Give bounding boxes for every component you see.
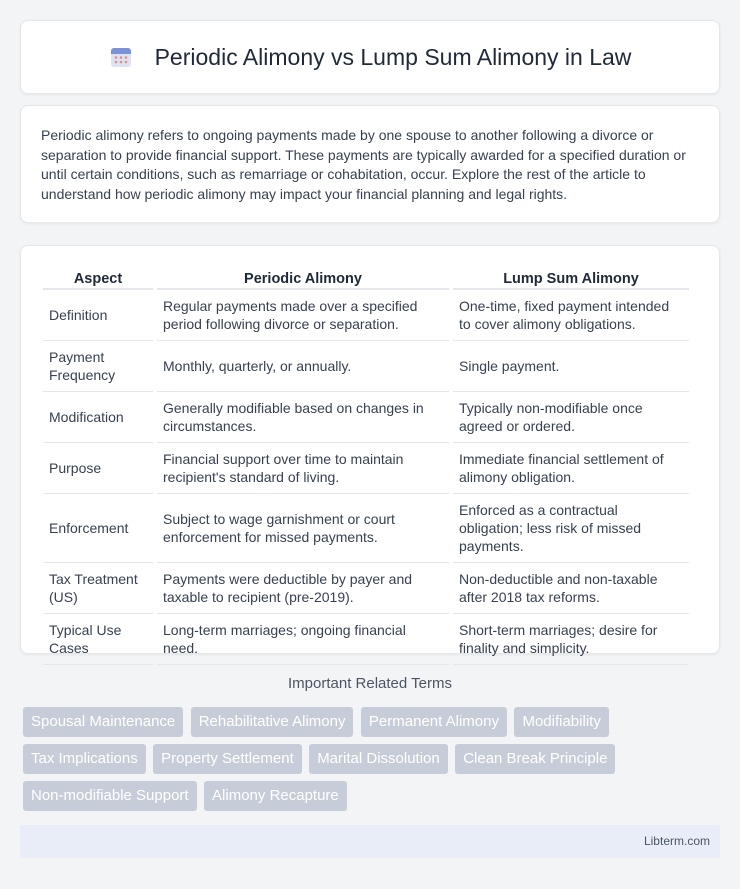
cell-lump-sum: Short-term marriages; desire for finality and simplicity. [453,614,689,665]
cell-lump-sum: Enforced as a contractual obligation; less risk of missed payments. [453,494,689,563]
page-title: Periodic Alimony vs Lump Sum Alimony in Law [154,43,632,70]
header-lump-sum: Lump Sum Alimony [453,266,689,290]
term-tag[interactable]: Non-modifiable Support [23,781,197,811]
table-row [43,290,689,341]
cell-lump-sum: Single payment. [453,341,689,392]
cell-aspect: Purpose [43,443,153,494]
term-tag[interactable]: Property Settlement [153,744,302,774]
table-row [43,614,689,665]
table-row [43,494,689,563]
cell-lump-sum: Non-deductible and non-taxable after 2018 tax reforms. [453,563,689,614]
header-periodic: Periodic Alimony [157,266,449,290]
cell-periodic: Monthly, quarterly, or annually. [157,341,449,392]
title-header [20,20,720,94]
term-tag[interactable]: Spousal Maintenance [23,707,183,737]
footer-brand-link[interactable]: Libterm.com [643,834,710,848]
term-tag[interactable]: Alimony Recapture [204,781,347,811]
term-tag[interactable]: Modifiability [514,707,608,737]
cell-lump-sum: Typically non-modifiable once agreed or ordered. [453,392,689,443]
cell-periodic: Generally modifiable based on changes in circumstances. [157,392,449,443]
cell-periodic: Long-term marriages; ongoing financial need. [157,614,449,665]
cell-aspect: Definition [43,290,153,341]
table-row [43,563,689,614]
cell-lump-sum: Immediate financial settlement of alimony obligation. [453,443,689,494]
cell-periodic: Financial support over time to maintain recipient's standard of living. [157,443,449,494]
term-tag[interactable]: Permanent Alimony [361,707,507,737]
related-terms-title: Important Related Terms [288,675,452,692]
cell-periodic: Regular payments made over a specified period following divorce or separation. [157,290,449,341]
table-row [43,392,689,443]
cell-aspect: Tax Treatment (US) [43,563,153,614]
cell-periodic: Subject to wage garnishment or court enforcement for missed payments. [157,494,449,563]
term-tag[interactable]: Rehabilitative Alimony [191,707,354,737]
cell-periodic: Payments were deductible by payer and taxable to recipient (pre-2019). [157,563,449,614]
term-tag[interactable]: Clean Break Principle [455,744,615,774]
term-tag[interactable]: Tax Implications [23,744,146,774]
header-aspect: Aspect [43,266,153,290]
intro-card [20,105,720,223]
cell-aspect: Typical Use Cases [43,614,153,665]
table-row [43,443,689,494]
comparison-card [20,245,720,654]
comparison-table [39,266,693,665]
term-tag[interactable]: Marital Dissolution [309,744,448,774]
cell-aspect: Enforcement [43,494,153,563]
cell-aspect: Payment Frequency [43,341,153,392]
intro-text: Periodic alimony refers to ongoing payments made by one spouse to another following a divorce or separation to provide financial support. These payments are typically awarded for a specified duration or until certain conditions, such as remarriage or cohabitation, occur. Explore the rest of the article to understand how periodic alimony may impact your financial planning and legal rights. [41,127,686,202]
cell-lump-sum: One-time, fixed payment intended to cover alimony obligations. [453,290,689,341]
cell-aspect: Modification [43,392,153,443]
calendar-icon [109,45,133,69]
table-row [43,341,689,392]
footer [20,825,720,858]
table-header-row [43,266,689,290]
related-terms-list [23,707,723,818]
